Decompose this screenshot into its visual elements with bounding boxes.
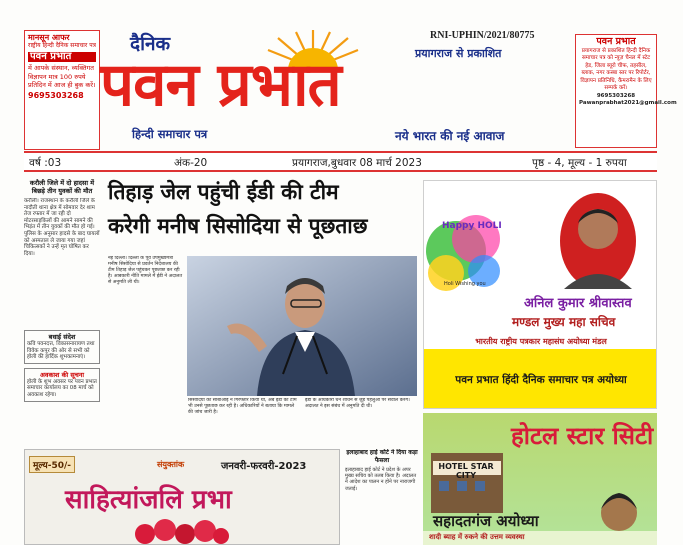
speaker-illustration <box>187 256 417 396</box>
lead-headline-line2: करेगी मनीष सिसोदिया से पूछताछ <box>108 214 368 238</box>
lead-body-1: सिसोदिया को सीबीआई ने गिरफ्तार किया था, अब ईडी की टीम भी उनसे पूछताछ कर रही है। अधिकारियों ने बताया कि मामले की जांच जारी है। <box>188 398 297 415</box>
published-from: प्रयागराज से प्रकाशित <box>415 47 502 60</box>
holiday-body: होली के शुभ अवसर पर पवन प्रभात समाचार कार्यालय का 08 मार्च को अवकाश रहेगा। <box>27 378 97 398</box>
holi-badge-wish: Holi Wishing you <box>444 281 486 287</box>
sahityanjali-ad <box>24 449 340 545</box>
offer-subtitle: राष्ट्रीय हिन्दी दैनिक समाचार पत्र <box>28 42 96 49</box>
offer-phone: 9695303268 <box>28 90 84 100</box>
hotel-title: होटल स्टार सिटी <box>511 422 654 450</box>
sahitya-price: मूल्य-50/- <box>29 456 75 473</box>
hotel-tagline: शादी ब्याह में रुकने की उत्तम व्यवस्था <box>429 533 525 541</box>
greeting-title: बधाई संदेश <box>48 333 76 341</box>
daily-label: दैनिक <box>130 33 171 55</box>
left-column <box>24 179 100 402</box>
greeting-box <box>24 330 100 364</box>
left-body: करौली। राजस्थान के करौली जिले के नादौती थाना क्षेत्र में सोमवार देर शाम तेज रफ्तार में जा रही दो मोटरसाइकिलों की आमने सामने की भिड़ंत में तीन युवकों की मौत हो गई। पुलिस के अनुसार हादसे के बाद घायलों को अस्पताल ले जाया गया जहां चिकित्सकों ने उन्हें मृत घोषित कर दिया। <box>24 198 100 257</box>
hotel-star-city-ad <box>423 413 657 545</box>
ad-org: भारतीय राष्ट्रीय पत्रकार महासंघ अयोध्या मंडल <box>475 337 607 346</box>
hotel-location: सहादतगंज अयोध्या <box>433 512 539 530</box>
newspaper-title: पवन प्रभात <box>100 50 341 120</box>
sahitya-title: साहित्यांजलि प्रभा <box>65 485 232 515</box>
issue-strip <box>24 151 657 172</box>
sahitya-date: जनवरी-फरवरी-2023 <box>221 461 307 472</box>
recruitment-brand: पवन प्रभात <box>596 36 636 47</box>
recruitment-body: प्रयागराज से प्रकाशित हिन्दी दैनिक समाचार पत्र को न्यूज़ चैनल में स्टेट हेड, जिला ब्यूरो चीफ, तहसील, ब्लाक, नगर कस्बा स्तर पर रिपोर्टर, विज्ञापन प्रतिनिधि, कैमरामैन के लिए सम्पर्क करें। <box>580 47 652 91</box>
lead-headline-line1: तिहाड़ जेल पहुंची ईडी की टीम <box>108 180 339 204</box>
dateline: प्रयागराज,बुधवार 08 मार्च 2023 <box>292 157 422 169</box>
hindi-news-label: हिन्दी समाचार पत्र <box>132 127 208 141</box>
recruitment-box <box>575 34 677 148</box>
rni-number: RNI-UPHIN/2021/80775 <box>430 30 535 41</box>
holi-greeting-ad <box>423 180 657 409</box>
lead-photo <box>187 256 417 396</box>
issue-label: अंक-20 <box>174 157 208 169</box>
tagline: नये भारत की नई आवाज <box>395 129 505 143</box>
holiday-box <box>24 368 100 402</box>
rose-bouquet-icon <box>125 516 235 545</box>
left-headline: करौली जिले में दो हादसा में बिछड़े तीन युवकों की मौत <box>29 179 95 195</box>
monsoon-offer-box <box>24 30 100 150</box>
court-news-column <box>345 449 419 545</box>
page-price: पृष्ठ - 4, मूल्य - 1 रुपया <box>532 157 627 169</box>
ad-footer: पवन प्रभात हिंदी दैनिक समाचार पत्र अयोध्या <box>455 374 627 386</box>
ad-person-post: मण्डल मुख्य महा सचिव <box>512 315 616 329</box>
year-label: वर्ष :03 <box>29 157 62 169</box>
offer-body: में आपके संस्थान, व्यक्तिगत विज्ञापन मात्र 100 रुपये प्रतिदिन में आज ही बुक करें। <box>28 64 96 89</box>
sahitya-tag: संयुक्तांक <box>157 460 185 469</box>
ad-person-name: अनिल कुमार श्रीवास्तव <box>524 296 632 311</box>
greeting-body: कवि पवनदत्त, विकासनारायण तथा विवेक कपूर की ओर से सभी को होली की हार्दिक शुभकामनाएं। <box>27 341 95 361</box>
court-headline: इलाहाबाद हाई कोर्ट ने दिया कड़ा फैसला <box>346 449 418 464</box>
lead-body-2: ईडी के अधिकारी धन शोधन से जुड़े पहलुओं पर सवाल करेंगे। अदालत ने इस संबंध में अनुमति दी थी। <box>305 398 410 409</box>
recruitment-email: Pawanprabhat2021@gmail.com <box>579 100 677 106</box>
court-body: इलाहाबाद हाई कोर्ट ने प्रदेश के अपर मुख्य सचिव को तलब किया है। अदालत ने आदेश का पालन न होने पर नाराजगी जताई। <box>345 467 417 492</box>
offer-brand: पवन प्रभात <box>28 52 96 62</box>
holiday-title: अवकाश की सूचना <box>40 370 84 379</box>
holi-badge: Happy HOLI <box>442 221 502 231</box>
lead-intro: नई दिल्ली। दिल्ली के पूर्व उपमुख्यमंत्री मनीष सिसोदिया से प्रवर्तन निदेशालय की टीम तिहाड़ जेल पहुंचकर पूछताछ कर रही है। आबकारी नीति मामले में ईडी ने अदालत से अनुमति ली थी। <box>108 256 183 285</box>
hotel-sign: HOTEL STAR CITY <box>438 462 494 480</box>
recruitment-phone: 9695303268 <box>596 92 636 99</box>
offer-title: मानसून आफर <box>28 33 70 42</box>
